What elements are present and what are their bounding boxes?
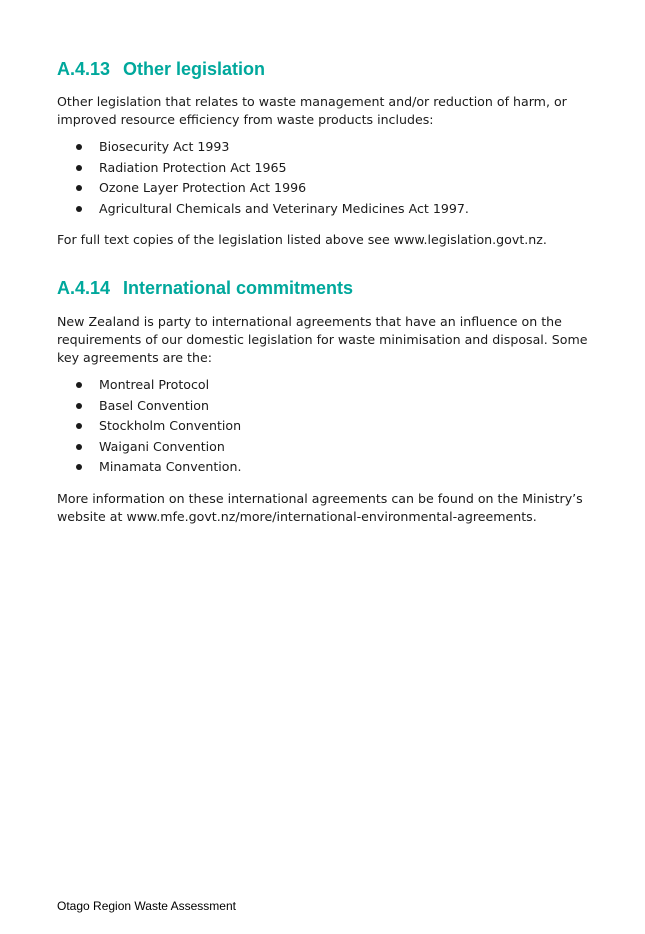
list-item: Agricultural Chemicals and Veterinary Medicines Act 1997. [57, 199, 597, 220]
list-item: Waigani Convention [57, 437, 597, 458]
section-outro-paragraph: For full text copies of the legislation listed above see www.legislation.govt.nz. [57, 232, 547, 247]
page-footer: Otago Region Waste Assessment [57, 899, 236, 913]
section-intro-paragraph: New Zealand is party to international agreements that have an influence on the requirements of our domestic legislation for waste minimisation and disposal. Some key agreements are the: [57, 314, 588, 365]
section-title: International commitments [123, 278, 354, 298]
list-item: Basel Convention [57, 396, 597, 417]
section-outro-paragraph: More information on these international agreements can be found on the Ministry’s website at www.mfe.govt.nz/more/international-environmental-agreements. [57, 490, 583, 524]
section-heading-international-commitments [57, 277, 597, 299]
list-item: Minamata Convention. [57, 457, 597, 478]
list-item: Stockholm Convention [57, 416, 597, 437]
list-item: Biosecurity Act 1993 [57, 137, 597, 158]
list-item: Ozone Layer Protection Act 1996 [57, 178, 597, 199]
section-intro-paragraph: Other legislation that relates to waste management and/or reduction of harm, or improved resource efficiency from waste products includes: [57, 94, 567, 127]
section-number: A.4.14 [57, 278, 111, 298]
list-item: Radiation Protection Act 1965 [57, 158, 597, 179]
list-item: Montreal Protocol [57, 375, 597, 396]
section-title: Other legislation [123, 59, 266, 79]
agreements-list [57, 375, 597, 478]
document-page [57, 58, 597, 526]
section-number: A.4.13 [57, 59, 111, 79]
legislation-list [57, 137, 597, 219]
section-heading-other-legislation [57, 58, 597, 80]
